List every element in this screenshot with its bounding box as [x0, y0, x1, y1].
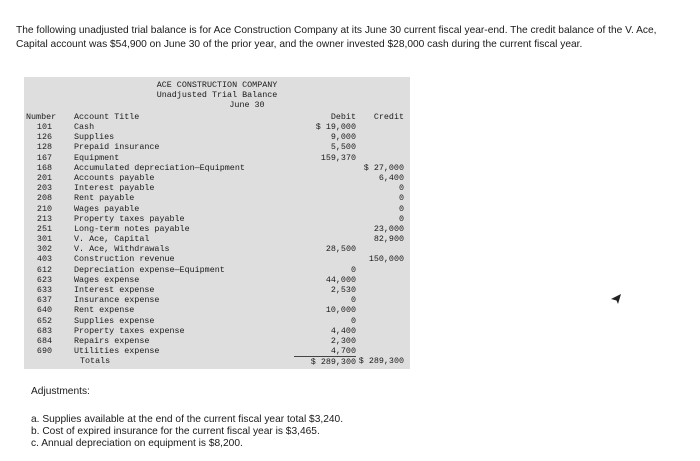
account-title: Rent payable	[74, 193, 135, 204]
account-title: Repairs expense	[74, 335, 150, 346]
adjustments-list	[31, 414, 343, 451]
account-number: 633	[36, 285, 52, 295]
trial-balance-table	[24, 77, 410, 369]
table-row	[24, 346, 410, 356]
credit-amount: 6,400	[378, 172, 404, 183]
account-title: Supplies	[74, 132, 115, 143]
debit-amount: 0	[350, 264, 356, 275]
account-number: 640	[36, 305, 52, 316]
table-row	[24, 183, 410, 193]
table-row	[24, 265, 410, 275]
totals-credit: $ 289,300	[358, 356, 404, 366]
debit-amount: 0	[350, 315, 356, 326]
account-number: 690	[36, 346, 52, 357]
table-row	[24, 153, 410, 163]
credit-amount: 0	[398, 213, 404, 224]
account-title: Prepaid insurance	[74, 142, 160, 153]
table-row	[24, 193, 410, 203]
mouse-cursor-icon	[610, 292, 622, 306]
account-title: Accumulated depreciation—Equipment	[74, 162, 245, 173]
adjustment-item: c. Annual depreciation on equipment is $8,200.	[31, 438, 243, 450]
trial-balance-rows	[24, 122, 410, 356]
table-row	[24, 326, 410, 336]
account-number: 683	[36, 325, 52, 336]
account-number: 210	[36, 203, 52, 214]
account-title: Long-term notes payable	[74, 223, 190, 234]
account-number: 168	[36, 162, 52, 173]
adjustments-heading: Adjustments:	[31, 386, 90, 397]
table-row	[24, 122, 410, 132]
debit-amount: 4,400	[330, 325, 356, 336]
debit-amount: 5,500	[330, 142, 356, 153]
account-number: 684	[36, 335, 52, 346]
account-number: 203	[36, 183, 52, 194]
debit-amount: 2,300	[330, 335, 356, 346]
credit-amount: $ 27,000	[363, 162, 404, 173]
account-number: 167	[36, 152, 52, 163]
credit-amount: 23,000	[373, 223, 404, 234]
account-title: Interest expense	[74, 285, 155, 295]
account-title: Wages payable	[74, 203, 140, 214]
account-number: 101	[36, 122, 52, 132]
adjustment-item: b. Cost of expired insurance for the current fiscal year is $3,465.	[31, 426, 320, 438]
header-credit: Credit	[373, 112, 404, 122]
table-row	[24, 295, 410, 305]
table-row	[24, 305, 410, 315]
account-number: 213	[36, 213, 52, 224]
debit-amount: 2,530	[330, 285, 356, 295]
header-number: Number	[26, 112, 57, 122]
statement-title: Unadjusted Trial Balance	[156, 90, 278, 101]
company-name: ACE CONSTRUCTION COMPANY	[156, 80, 278, 90]
table-row	[24, 234, 410, 244]
credit-amount: 82,900	[373, 234, 404, 245]
table-row	[24, 285, 410, 295]
account-number: 251	[36, 223, 52, 234]
account-number: 637	[36, 295, 52, 306]
account-number: 208	[36, 193, 52, 204]
debit-amount: $ 19,000	[315, 122, 356, 132]
header-account-title: Account Title	[74, 112, 140, 122]
statement-date: June 30	[229, 100, 265, 111]
credit-amount: 150,000	[368, 254, 404, 265]
table-row	[24, 336, 410, 346]
account-title: Depreciation expense—Equipment	[74, 264, 225, 275]
account-title: Wages expense	[74, 274, 140, 285]
debit-amount: 44,000	[325, 274, 356, 285]
intro-paragraph: The following unadjusted trial balance is for Ace Construction Company at its June 30 current fiscal year-end. The credit balance of the V. Ace, Capital account was $54,900 on June 30 of the prior year, and the owner invested $28,000 cash during the current fiscal year.	[16, 25, 657, 50]
totals-label: Totals	[80, 356, 111, 366]
account-title: Insurance expense	[74, 295, 160, 306]
credit-amount: 0	[398, 203, 404, 214]
table-row	[24, 132, 410, 142]
trial-balance-heading	[24, 80, 410, 111]
account-number: 301	[36, 234, 52, 245]
table-row	[24, 316, 410, 326]
account-number: 201	[36, 172, 52, 183]
account-title: Utilities expense	[74, 346, 160, 357]
table-row	[24, 173, 410, 183]
header-debit: Debit	[330, 112, 356, 122]
debit-amount: 9,000	[330, 132, 356, 143]
debit-amount: 10,000	[325, 305, 356, 316]
table-row	[24, 142, 410, 152]
table-row	[24, 275, 410, 285]
account-number: 126	[36, 132, 52, 143]
debit-amount: 28,500	[325, 244, 356, 255]
account-number: 652	[36, 315, 52, 326]
account-number: 302	[36, 244, 52, 255]
account-title: Supplies expense	[74, 315, 155, 326]
debit-amount: 0	[350, 295, 356, 306]
table-row	[24, 214, 410, 224]
table-row	[24, 244, 410, 254]
account-title: Equipment	[74, 152, 120, 163]
account-number: 128	[36, 142, 52, 153]
table-row	[24, 204, 410, 214]
table-row	[24, 163, 410, 173]
credit-amount: 0	[398, 183, 404, 194]
account-title: V. Ace, Capital	[74, 234, 150, 245]
debit-amount: 4,700	[330, 346, 356, 357]
totals-debit: $ 289,300	[294, 356, 356, 367]
debit-amount: 159,370	[320, 152, 356, 163]
account-title: Property taxes expense	[74, 325, 185, 336]
account-title: V. Ace, Withdrawals	[74, 244, 170, 255]
account-title: Rent expense	[74, 305, 135, 316]
credit-amount: 0	[398, 193, 404, 204]
account-title: Construction revenue	[74, 254, 175, 265]
account-number: 612	[36, 264, 52, 275]
account-title: Property taxes payable	[74, 213, 185, 224]
table-row	[24, 224, 410, 234]
adjustment-item: a. Supplies available at the end of the current fiscal year total $3,240.	[31, 414, 344, 425]
account-title: Accounts payable	[74, 172, 155, 183]
account-title: Interest payable	[74, 183, 155, 194]
table-row	[24, 254, 410, 264]
account-number: 623	[36, 274, 52, 285]
account-title: Cash	[74, 122, 95, 132]
account-number: 403	[36, 254, 52, 265]
